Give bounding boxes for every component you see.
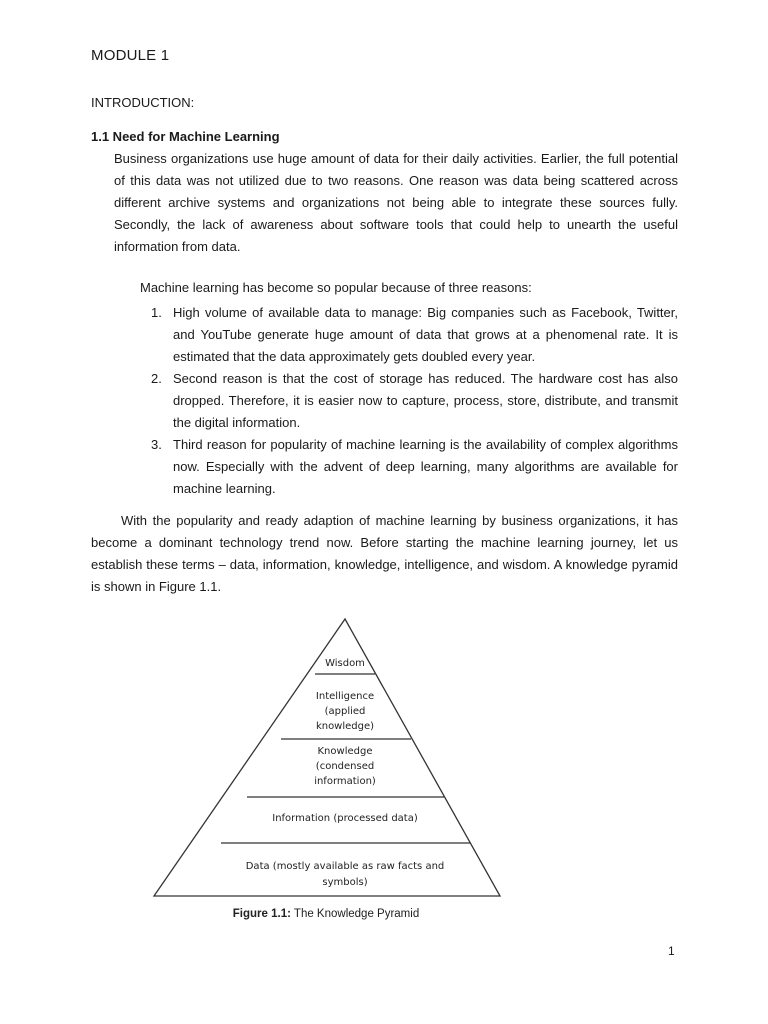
paragraph-knowledge-terms: With the popularity and ready adaption of machine learning by business organizations, it has become a dominant technology trend now. Before starting the machine learning journey, let us establish these terms – data, information, knowledge, intelligence, and wisdom. A knowledge pyramid is shown in Figure 1.1. [91,513,678,594]
list-item-text: Second reason is that the cost of storage has reduced. The hardware cost has also dropped. Therefore, it is easier now to capture, process, store, distribute, and transmit the digital information. [173,371,678,430]
pyramid-level-information: Information (processed data) [272,813,418,824]
pyramid-level-knowledge-line: information) [314,776,376,787]
pyramid-level-knowledge-line: Knowledge [317,746,373,757]
pyramid-level-wisdom: Wisdom [325,658,365,669]
knowledge-pyramid-diagram [150,615,502,900]
list-item [140,302,678,368]
list-item-number: 1. [151,305,162,320]
pyramid-level-knowledge-line: (condensed [315,761,375,772]
reasons-lead: Machine learning has become so popular because of three reasons: [140,280,532,295]
figure-caption [150,908,502,920]
page-number: 1 [668,944,675,958]
list-item-number: 2. [151,371,162,386]
list-item [140,434,678,500]
reasons-list [140,302,678,500]
pyramid-level-intelligence-line: (applied [324,706,366,717]
figure-caption-label: Figure 1.1: [232,908,291,920]
list-item-text: Third reason for popularity of machine learning is the availability of complex algorithms now. Especially with the advent of deep learning, many algorithms are available for machine learning. [173,437,678,496]
pyramid-level-intelligence-line: knowledge) [315,721,375,732]
pyramid-level-data-line: Data (mostly available as raw facts and [245,861,445,872]
intro-heading: INTRODUCTION: [91,95,195,110]
paragraph-need-for-ml: Business organizations use huge amount of data for their daily activities. Earlier, the full potential of this data was not utilized due to two reasons. One reason was data being scattered across different archive systems and organizations not being able to integrate these sources fully. Secondly, the lack of awareness about software tools that could help to unearth the useful information from data. [114,151,678,254]
module-title: MODULE 1 [91,47,170,64]
pyramid-level-intelligence-line: Intelligence [315,691,375,702]
pyramid-level-data-line: symbols) [322,877,368,888]
list-item [140,368,678,434]
section-heading: 1.1 Need for Machine Learning [91,129,280,144]
list-item-text: High volume of available data to manage: Big companies such as Facebook, Twitter, and YouTube generate huge amount of data that grows at a phenomenal rate. It is estimated that the data approximately gets doubled every year. [173,305,678,364]
knowledge-pyramid-figure [150,615,502,900]
figure-caption-text: The Knowledge Pyramid [293,908,420,920]
list-item-number: 3. [151,437,162,452]
